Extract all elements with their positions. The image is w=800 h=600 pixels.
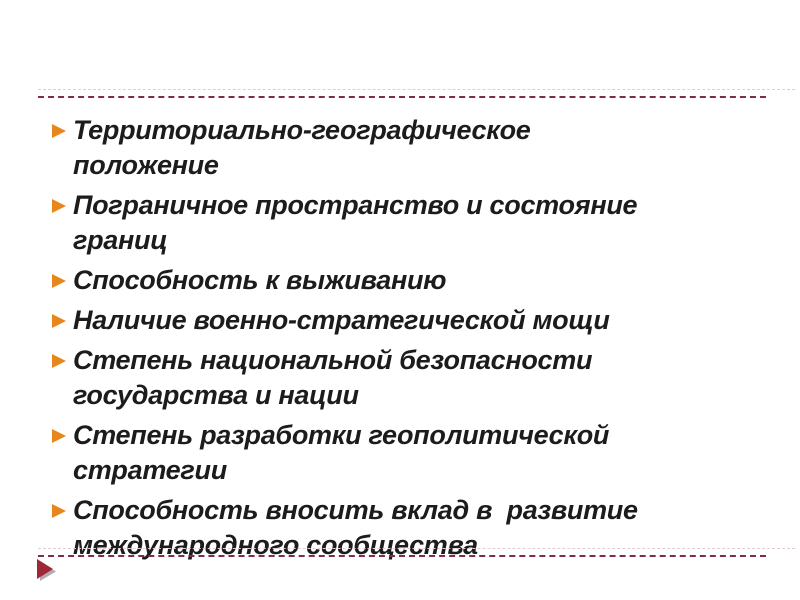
list-item	[52, 493, 778, 563]
list-item	[52, 263, 778, 298]
list-item-text: международного сообщества	[73, 530, 478, 560]
triangle-right-icon	[52, 429, 66, 443]
list-item-text: Степень национальной безопасности	[73, 345, 593, 375]
top-divider	[38, 89, 795, 98]
list-item-text: Пограничное пространство и состояние	[73, 190, 638, 220]
list-item	[52, 418, 778, 488]
list-item-text: стратегии	[73, 455, 227, 485]
triangle-right-icon	[52, 504, 66, 518]
list-item-text: Способность к выживанию	[73, 265, 447, 295]
list-item	[52, 343, 778, 413]
list-item-text: Наличие военно-стратегической мощи	[73, 305, 610, 335]
list-item-text: Территориально-географическое	[73, 115, 531, 145]
triangle-right-icon	[52, 274, 66, 288]
top-divider-faint-line	[38, 89, 795, 90]
play-arrow-icon	[37, 559, 57, 582]
triangle-right-icon	[52, 314, 66, 328]
list-item-text: Способность вносить вклад в развитие	[73, 495, 638, 525]
triangle-right-icon	[52, 124, 66, 138]
list-item	[52, 113, 778, 183]
bullet-list	[52, 113, 778, 568]
list-item-text: государства и нации	[73, 380, 359, 410]
next-slide-button[interactable]	[37, 559, 57, 582]
list-item	[52, 303, 778, 338]
list-item-text: Степень разработки геополитической	[73, 420, 610, 450]
list-item-text: положение	[73, 150, 219, 180]
list-item	[52, 188, 778, 258]
triangle-right-icon	[52, 354, 66, 368]
triangle-right-icon	[52, 199, 66, 213]
list-item-text: границ	[73, 225, 168, 255]
top-divider-dashed-line	[38, 96, 766, 98]
